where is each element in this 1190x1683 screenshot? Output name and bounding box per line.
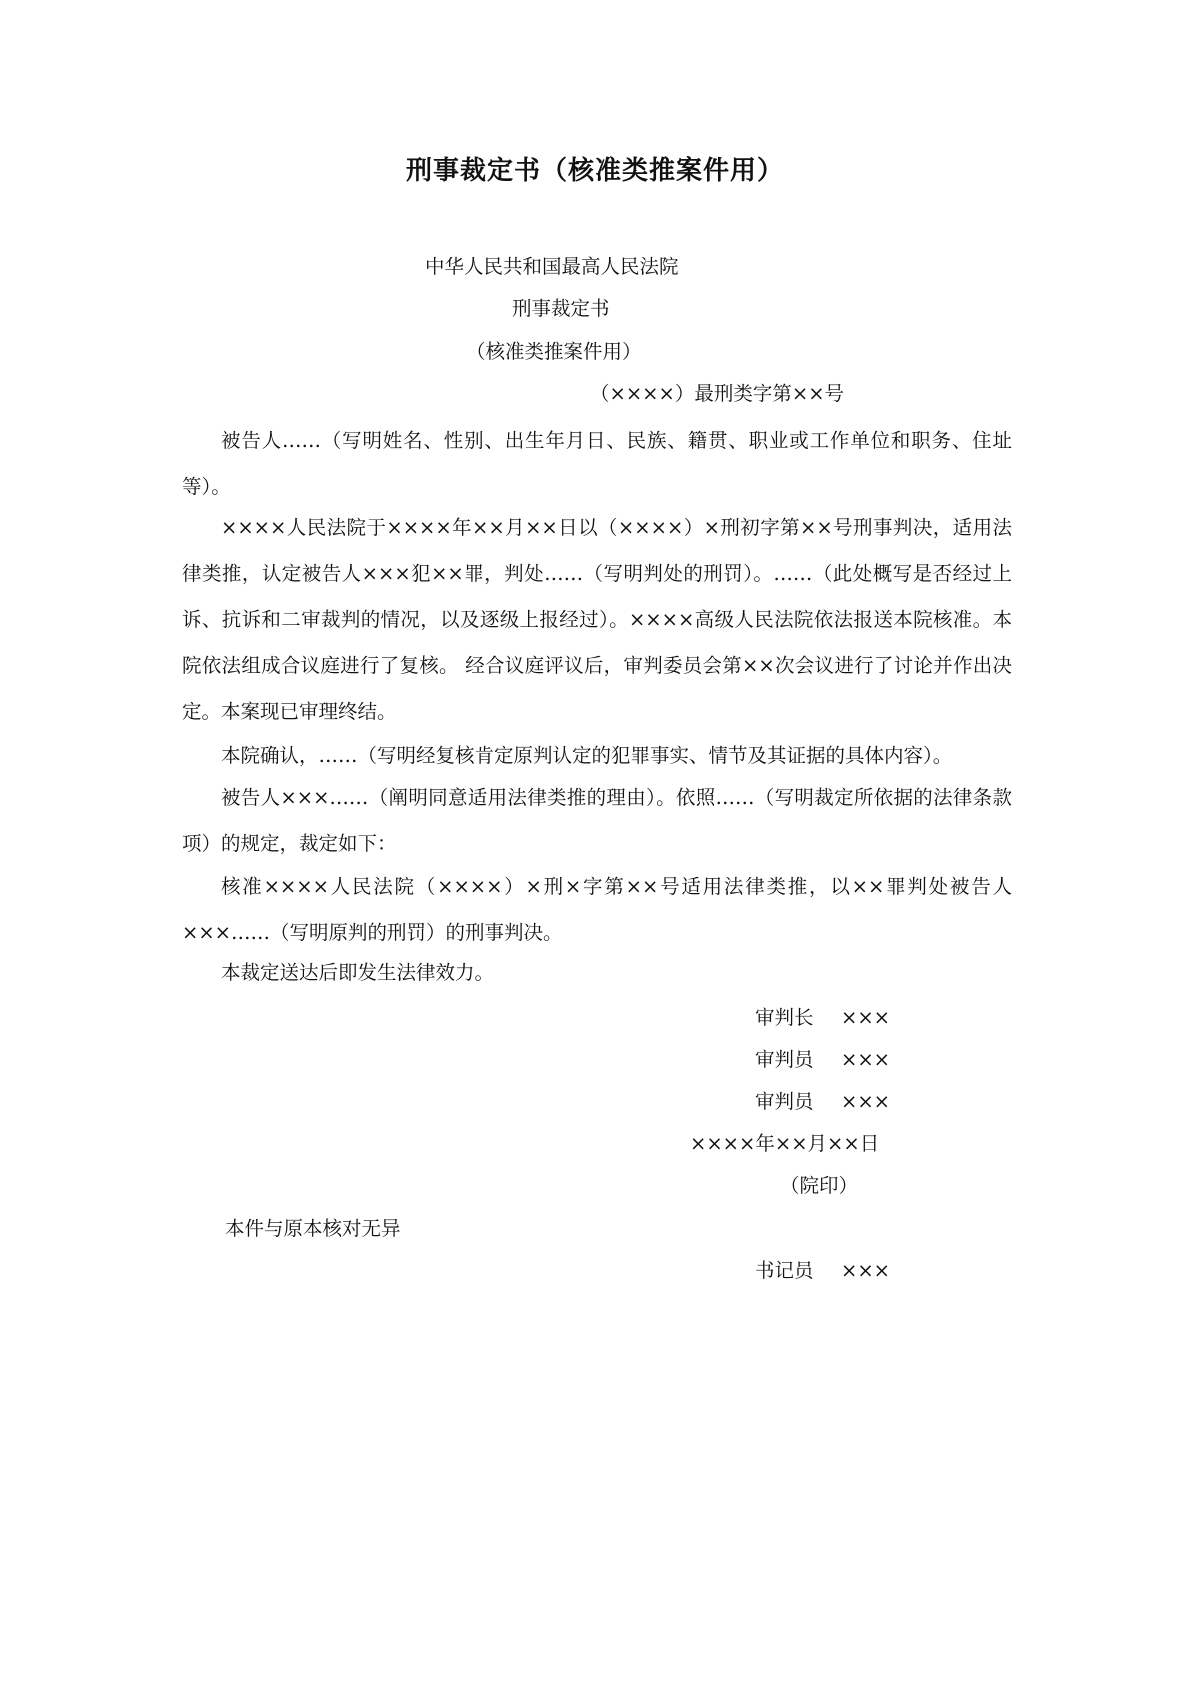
court-seal-note: （院印）: [780, 1174, 859, 1197]
defendant-info-block: [182, 418, 1012, 510]
effect-block: [182, 952, 1012, 994]
paragraph-ruling: 核准××××人民法院（××××）×刑×字第××号适用法律类推，以××罪判处被告人×××……（写明原判的刑罚）的刑事判决。: [182, 875, 1012, 944]
signature-clerk: [755, 1261, 890, 1281]
document-title: 刑事裁定书（核准类推案件用）: [405, 156, 784, 186]
paragraph-effect: 本裁定送达后即发生法律效力。: [221, 961, 495, 984]
paragraph-confirmation: 本院确认，……（写明经复核肯定原判认定的犯罪事实、情节及其证据的具体内容）。: [221, 744, 953, 767]
paragraph-defendant-info: 被告人……（写明姓名、性别、出生年月日、民族、籍贯、职业或工作单位和职务、住址等）。: [182, 429, 1012, 498]
ruling-date: ××××年××月××日: [690, 1132, 880, 1155]
reasoning-block: [182, 775, 1012, 867]
document-type: 刑事裁定书: [512, 297, 610, 320]
signature-role: 审判员: [755, 1090, 814, 1113]
confirmation-block: [182, 735, 1012, 777]
signature-name: ×××: [841, 1006, 891, 1029]
signature-role: 审判长: [755, 1006, 814, 1029]
signature-presiding-judge: [755, 1008, 890, 1028]
signature-judge-2: [755, 1092, 890, 1112]
paragraph-reasoning: 被告人×××……（阐明同意适用法律类推的理由）。依照……（写明裁定所依据的法律条款项）的规定，裁定如下：: [182, 786, 1012, 855]
procedure-block: [182, 505, 1012, 735]
case-number: （××××）最刑类字第××号: [590, 382, 845, 405]
signature-role: 审判员: [755, 1048, 814, 1071]
clerk-name: ×××: [841, 1259, 891, 1282]
clerk-role: 书记员: [755, 1259, 814, 1282]
document-subtype: （核准类推案件用）: [466, 340, 642, 363]
ruling-block: [182, 864, 1012, 956]
signature-name: ×××: [841, 1090, 891, 1113]
court-name: 中华人民共和国最高人民法院: [425, 255, 679, 278]
signature-judge-1: [755, 1050, 890, 1070]
signature-name: ×××: [841, 1048, 891, 1071]
paragraph-procedure: ××××人民法院于××××年××月××日以（××××）×刑初字第××号刑事判决，适用法律类推，认定被告人×××犯××罪，判处……（写明判处的刑罚）。……（此处概写是否经过上诉、抗诉和二审裁判的情况，以及逐级上报经过）。××××高级人民法院依法报送本院核准。本院依法组成合议庭进行了复核。 经合议庭评议后，审判委员会第××次会议进行了讨论并作出决定。本案现已审理终结。: [182, 516, 1012, 723]
verification-note: 本件与原本核对无异: [225, 1217, 401, 1240]
